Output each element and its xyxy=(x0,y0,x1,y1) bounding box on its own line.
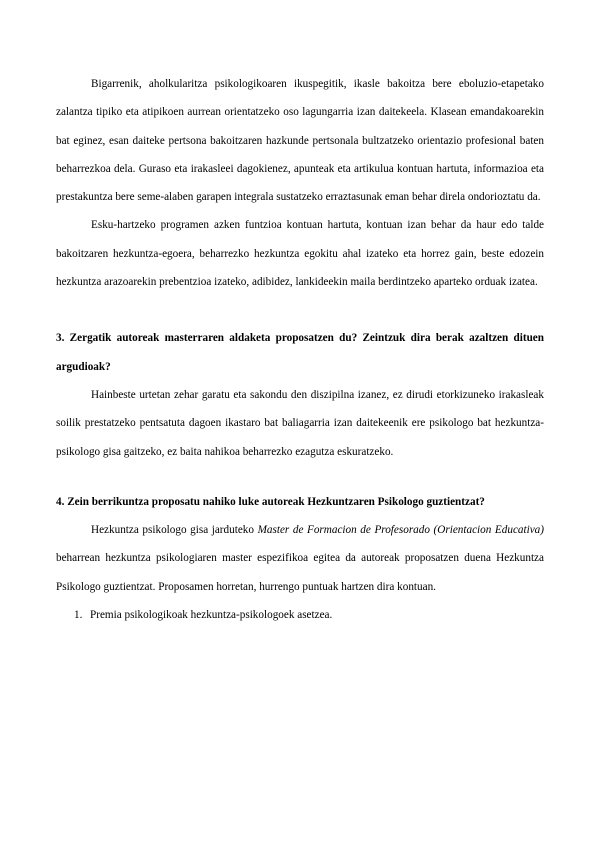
paragraph-1: Bigarrenik, aholkularitza psikologikoaren ikuspegitik, ikasle bakoitza bere eboluzio-etapetako zalantza tipiko eta atipikoen aurrean orientatzeko oso lagungarria izan daitekeela. Klasean emandakoarekin bat eginez, esan daiteke pertsona bakoitzaren hazkunde pertsonala bultzatzeko orientazio profesional baten beharrezkoa dela. Guraso eta irakasleei dagokienez, apunteak eta artikulua kontuan hartuta, informazioa eta prestakuntza bere seme-alaben garapen integrala sustatzeko erraztasunak eman behar direla ondorioztatu da. xyxy=(56,78,544,204)
paragraph-2: Esku-hartzeko programen azken funtzioa kontuan hartuta, kontuan izan behar da haur edo talde bakoitzaren hezkuntza-egoera, beharrezko hezkuntza egokitu ahal izateko eta horrez gain, beste edozein hezkuntza arazoarekin prebentzioa izateko, adibidez, lankideekin maila berdintzeko aparteko orduak izatea. xyxy=(56,219,544,289)
paragraph-3: Hainbeste urtetan zehar garatu eta sakondu den diszipilna izanez, ez dirudi etorkizuneko irakasleak soilik prestatzeko pentsatuta dagoen ikastaro bat baliagarria izan daitekeenik ere psikologo bat hezkuntza-psikologo gisa gaitzeko, ez baita nahikoa beharrezko ezagutza eskuratzeko. xyxy=(56,388,544,458)
paragraph-4-text-end: beharrean hezkuntza psikologiaren master espezifikoa egitea da autoreak proposatzen duena Hezkuntza Psikologo guztientzat. Proposamen horretan, hurrengo puntuak hartzen dira kontuan. xyxy=(56,552,544,593)
list-item-text: Premia psikologikoak hezkuntza-psikologoek asetzea. xyxy=(90,609,333,622)
list-item-number: 1. xyxy=(74,609,83,622)
document-page xyxy=(56,70,544,629)
question-4-heading: 4. Zein berrikuntza proposatu nahiko luke autoreak Hezkuntzaren Psikologo guztientzat? xyxy=(56,495,485,508)
paragraph-4-text-start: Hezkuntza psikologo gisa jarduteko xyxy=(91,524,258,537)
paragraph-4 xyxy=(56,516,544,601)
list-item xyxy=(56,601,544,629)
question-3-heading: 3. Zergatik autoreak masterraren aldaketa proposatzen du? Zeintzuk dira berak azaltzen dituen argudioak? xyxy=(56,332,544,373)
numbered-list xyxy=(56,601,544,629)
master-name-italic: Master de Formacion de Profesorado (Orientacion Educativa) xyxy=(257,524,545,537)
